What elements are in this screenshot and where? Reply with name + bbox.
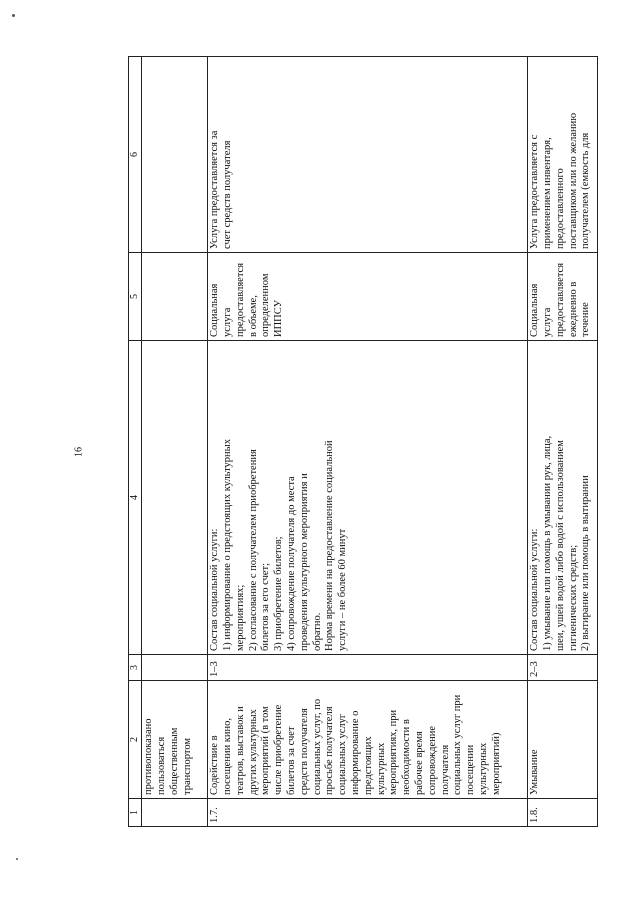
service-name-cell: Умывание bbox=[528, 681, 598, 799]
service-name-cell: противопоказано пользоваться общественным транспортом bbox=[142, 681, 208, 799]
conditions-cell: Социальная услуга предоставляется ежедневно в течение bbox=[528, 253, 598, 341]
notes-cell: Услуга предоставляется с применением инвентаря, предоставленного поставщиком или по желанию получателем (емкость для bbox=[528, 57, 598, 253]
content-cell: Состав социальной услуги: 1) умывание или помощь в умывании рук, лица, шеи, ушей водой либо водой с использованием гигиенических средств; 2) вытирание или помощь в вытирании bbox=[528, 341, 598, 655]
table-row bbox=[142, 57, 208, 827]
frequency-cell: 1–3 bbox=[208, 655, 528, 681]
table-row bbox=[528, 57, 598, 827]
scan-speck bbox=[12, 14, 15, 17]
conditions-cell bbox=[142, 253, 208, 341]
header-cell: 5 bbox=[129, 253, 142, 341]
frequency-cell bbox=[142, 655, 208, 681]
header-cell: 4 bbox=[129, 341, 142, 655]
page-number: 16 bbox=[73, 447, 85, 457]
table-row bbox=[208, 57, 528, 827]
notes-cell: Услуга предоставляется за счет средств получателя bbox=[208, 57, 528, 253]
header-cell: 6 bbox=[129, 57, 142, 253]
notes-cell bbox=[142, 57, 208, 253]
header-cell: 1 bbox=[129, 799, 142, 827]
header-row bbox=[129, 57, 142, 827]
content-cell bbox=[142, 341, 208, 655]
row-number-cell bbox=[142, 799, 208, 827]
rotated-table-container bbox=[128, 57, 598, 827]
services-table bbox=[128, 56, 598, 827]
service-name-cell: Содействие в посещении кино, театров, выставок и других культурных мероприятий (в том числе приобретение билетов за счет средств получателя социальных услуг, по просьбе получателя социальных услуг информирование о предстоящих культурных мероприятиях, при необходимости в рабочее время сопровождение получателя социальных услуг при посещении культурных мероприятий) bbox=[208, 681, 528, 799]
frequency-cell: 2–3 bbox=[528, 655, 598, 681]
row-number-cell: 1.7. bbox=[208, 799, 528, 827]
conditions-cell: Социальная услуга предоставляется в объеме, определенном ИППСУ bbox=[208, 253, 528, 341]
header-cell: 2 bbox=[129, 681, 142, 799]
header-cell: 3 bbox=[129, 655, 142, 681]
scan-speck bbox=[16, 858, 18, 860]
content-cell: Состав социальной услуги: 1) информирование о предстоящих культурных мероприятиях; 2) согласование с получателем приобретения билетов за его счет; 3) приобретение билетов; 4) сопровождение получателя до места проведения культурного мероприятия и обратно. Норма времени на предоставление социальной услуги – не более 60 минут bbox=[208, 341, 528, 655]
row-number-cell: 1.8. bbox=[528, 799, 598, 827]
